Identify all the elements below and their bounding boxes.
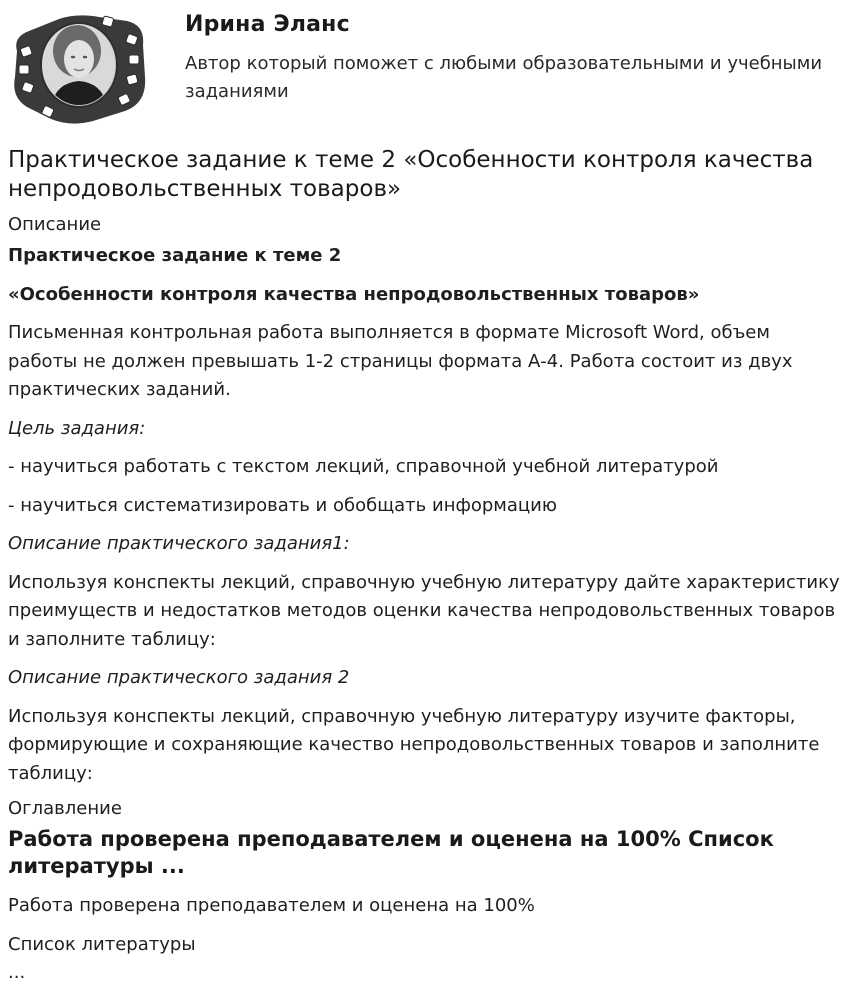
task-heading: Практическое задание к теме 2 — [8, 245, 342, 266]
description-label: Описание — [8, 214, 102, 235]
task-subheading: «Особенности контроля качества непродовольственных товаров» — [8, 283, 700, 305]
main-content — [8, 146, 840, 983]
film-frame-avatar-icon — [7, 7, 151, 127]
paragraph-task1-text: Используя конспекты лекций, справочную учебную литературу дайте характеристику преимуществ и недостатков методов оценки качества непродовольственных товаров и заполните таблицу: — [8, 571, 840, 650]
author-description: Автор который поможет с любыми образовательными и учебными заданиями — [185, 53, 823, 102]
paragraph-format: Письменная контрольная работа выполняется в формате Microsoft Word, объем работы не должен превышать 1-2 страницы формата А-4. Работа состоит из двух практических заданий. — [8, 322, 793, 400]
paragraph-goal-2: - научиться систематизировать и обобщать информацию — [8, 494, 557, 516]
toc-item: Работа проверена преподавателем и оценена на 100% — [8, 895, 535, 916]
toc-item: Список литературы — [8, 933, 196, 955]
author-name[interactable]: Ирина Эланс — [185, 12, 350, 37]
paragraph-goal-label: Цель задания: — [8, 417, 146, 439]
author-block — [0, 0, 847, 135]
toc-label: Оглавление — [8, 798, 122, 819]
paragraph-goal-1: - научиться работать с текстом лекций, справочной учебной литературой — [8, 456, 719, 477]
toc-ellipsis: ... — [8, 962, 26, 983]
paragraph-task2-label: Описание практического задания 2 — [8, 667, 350, 688]
paragraph-task2-text: Используя конспекты лекций, справочную учебную литературу изучите факторы, формирующие и сохраняющие качество непродовольственных товаров и заполните таблицу: — [8, 705, 820, 784]
toc-heading: Работа проверена преподавателем и оценена на 100% Список литературы ... — [8, 827, 774, 878]
page-title: Практическое задание к теме 2 «Особенности контроля качества непродовольственных товаров» — [8, 147, 814, 202]
author-avatar[interactable] — [7, 7, 151, 127]
paragraph-task1-label: Описание практического задания1: — [8, 533, 350, 554]
